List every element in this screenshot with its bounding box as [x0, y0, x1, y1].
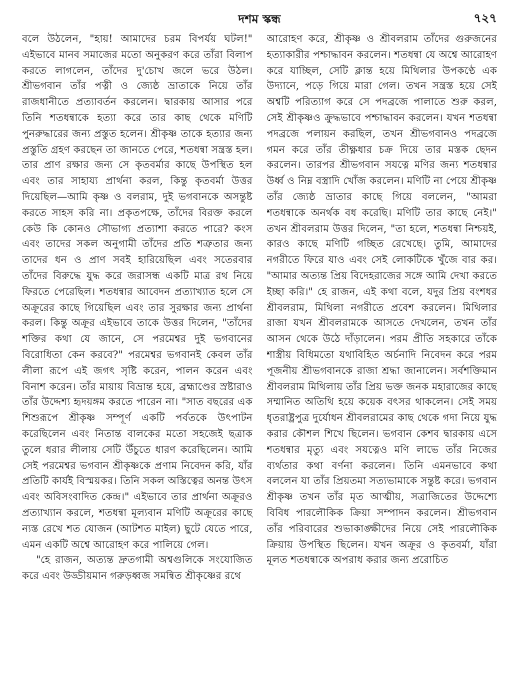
column-gutter: [253, 32, 267, 681]
paragraph: বলে উঠলেন, "হায়! আমাদের চরম বিপর্যয় ঘটল!" এইভাবে মানব সমাজের মতো অনুকরণ করে তাঁরা বিলাপ করতে লাগলেন, তাঁদের দু'চোখ জলে ভরে উঠল। শ্রীভগবান তাঁর পত্নী ও জ্যেষ্ঠ ভ্রাতাকে নিয়ে তাঁর রাজধানীতে প্রত্যাবর্তন করলেন। দ্বারকায় আসার পরে তিনি শতধন্বাকে হত্যা করে তার কাছ থেকে মণিটি পুনরুদ্ধারের জন্য প্রস্তুত হলেন। শ্রীকৃষ্ণ তাকে হত্যার জন্য প্রস্তুতি গ্রহণ করছেন তা জানতে পেরে, শতধন্বা সন্ত্রস্ত হল। তার প্রাণ রক্ষার জন্য সে কৃতবর্মার কাছে উপস্থিত হল এবং তার সাহায্য প্রার্থনা করল, কিন্তু কৃতবর্মা উত্তর দিয়েছিল—আমি কৃষ্ণ ও বলরাম, দুই ভগবানকে অসন্তুষ্ট করতে সাহস করি না। প্রকৃতপক্ষে, তাঁদের বিরক্ত করলে কেউ কি কোনও সৌভাগ্য প্রত্যাশা করতে পারে? কংস এবং তাদের সকল অনুগামী তাঁদের প্রতি শত্রুতার জন্য তাদের ধন ও প্রাণ সবই হারিয়েছিল এবং সতেরবার তাঁদের বিরুদ্ধে যুদ্ধ করে জরাসন্ধ একটি মাত্র রথ নিয়ে ফিরতে পেরেছিল। শতধন্বার আবেদন প্রত্যাখ্যাত হলে সে অক্রূরের কাছে গিয়েছিল এবং তার সুরক্ষার জন্য প্রার্থনা করল। কিন্তু অক্রূর এইভাবে তাকে উত্তর দিলেন, "তাঁদের শক্তির কথা যে জানে, সে পরমেশ্বর দুই ভগবানের বিরোধিতা কেন করবে?" পরমেশ্বর ভগবানই কেবল তাঁর লীলা রূপে এই জগৎ সৃষ্টি করেন, পালন করেন এবং বিনাশ করেন। তাঁর মায়ায় বিভ্রান্ত হয়ে, ব্রহ্মাণ্ডের স্রষ্টারাও তাঁর উদ্দেশ্য হৃদয়ঙ্গম করতে পারেন না। "সাত বছরের এক শিশুরূপে শ্রীকৃষ্ণ সম্পূর্ণ একটি পর্বতকে উৎপাটন করেছিলেন এবং নিতান্ত বালকের মতো সহজেই ছত্রাক তুলে ধরার লীলায় সেটি উঁচুতে ধারণ করেছিলেন। আমি সেই পরমেশ্বর ভগবান শ্রীকৃষ্ণকে প্রণাম নিবেদন করি, যাঁর প্রতিটি কার্যই বিস্ময়কর। তিনি সকল অস্তিত্বের অনন্ত উৎস এবং অবিসংবাদিত কেন্দ্র।" এইভাবে তার প্রার্থনা অক্রূরও প্রত্যাখ্যান করলে, শতধন্বা মূল্যবান মণিটি অক্রূরের কাছে ন্যস্ত রেখে শত যোজন (আটশত মাইল) ছুটে যেতে পারে, এমন একটি অশ্বে আরোহণ করে পালিয়ে গেল।: [22, 34, 253, 551]
left-column: [22, 32, 253, 681]
page-number: ৭২৭: [473, 11, 497, 25]
paragraph: আরোহণ করে, শ্রীকৃষ্ণ ও শ্রীবলরাম তাঁদের গুরুজনের হত্যাকারীর পশ্চাদ্ধাবন করলেন। শতধন্বা যে অশ্বে আরোহণ করে যাচ্ছিল, সেটি ক্লান্ত হয়ে মিথিলার উপকণ্ঠে এক উদ্যানে, পড়ে গিয়ে মারা গেল। তখন সন্ত্রস্ত হয়ে সেই অশ্বটি পরিত্যাগ করে সে পদব্রজে পালাতে শুরু করল, সেই শ্রীকৃষ্ণও ক্রুদ্ধভাবে পশ্চাদ্ধাবন করলেন। যখন শতধন্বা পদব্রজে পলায়ন করছিল, তখন শ্রীভগবানও পদব্রজে গমন করে তাঁর তীক্ষ্ণধার চক্র দিয়ে তার মস্তক ছেদন করলেন। তারপর শ্রীভগবান সযত্নে মণির জন্য শতধন্বার উর্ধ্ব ও নিম্ন বস্ত্রাদি খোঁজ করলেন। মণিটি না পেয়ে শ্রীকৃষ্ণ তাঁর জ্যেষ্ঠ ভ্রাতার কাছে গিয়ে বললেন, "আমরা শতধন্বাকে অনর্থক বধ করেছি। মণিটি তার কাছে নেই।" তখন শ্রীবলরাম উত্তর দিলেন, "তা হলে, শতধন্বা নিশ্চয়ই, কারও কাছে মণিটি গচ্ছিত রেখেছে। তুমি, আমাদের নগরীতে ফিরে যাও এবং সেই লোকটিকে খুঁজে বার কর। "আমার অত্যন্ত প্রিয় বিদেহরাজের সঙ্গে আমি দেখা করতে ইচ্ছা করি।" হে রাজন, এই কথা বলে, যদুর প্রিয় বংশধর শ্রীবলরাম, মিথিলা নগরীতে প্রবেশ করলেন। মিথিলার রাজা যখন শ্রীবলরামকে আসতে দেখলেন, তখন তাঁর আসন থেকে উঠে দাঁড়ালেন। পরম প্রীতি সহকারে তাঁকে শাস্ত্রীয় বিধিমতো যথাবিহিত অর্চনাদি নিবেদন করে পরম পূজনীয় শ্রীভগবানকে রাজা শ্রদ্ধা জানালেন। সর্বশক্তিমান শ্রীবলরাম মিথিলায় তাঁর প্রিয় ভক্ত জনক মহারাজের কাছে সম্মানিত অতিথি হয়ে কয়েক বৎসর থাকলেন। সেই সময় ধৃতরাষ্ট্রপুত্র দুর্যোধন শ্রীবলরামের কাছ থেকে গদা নিয়ে যুদ্ধ করার কৌশল শিখে ছিলেন। ভগবান কেশব দ্বারকায় এসে শতধন্বার মৃত্যু এবং সযত্নেও মণি লাভে তাঁর নিজের ব্যর্থতার কথা বর্ণনা করলেন। তিনি এমনভাবে কথা বললেন যা তাঁর প্রিয়তমা সত্যভামাকে সন্তুষ্ট করে। ভগবান শ্রীকৃষ্ণ তখন তাঁর মৃত আত্মীয়, সত্রাজিতের উদ্দেশ্যে বিবিধ পারলৌকিক ক্রিয়া সম্পাদন করলেন। শ্রীভগবান তাঁর পরিবারের শুভাকাঙ্ক্ষীদের নিয়ে সেই পারলৌকিক ক্রিয়ায় উপস্থিত ছিলেন। যখন অক্রূর ও কৃতবর্মা, যাঁরা মূলত শতধন্বাকে অপরাধ করার জন্য প্ররোচিত: [266, 34, 497, 567]
text-columns: [22, 32, 497, 681]
running-head: দশম স্কন্ধ: [238, 12, 281, 26]
page-header: [22, 8, 497, 30]
right-column: [267, 32, 498, 681]
paragraph: "হে রাজন, অত্যন্ত দ্রুতগামী অশ্বগুলিকে সংযোজিত করে এবং উড্ডীয়মান গরুড়ধ্বজ সমন্বিত শ্রীকৃষ্ণের রথে: [22, 555, 253, 583]
